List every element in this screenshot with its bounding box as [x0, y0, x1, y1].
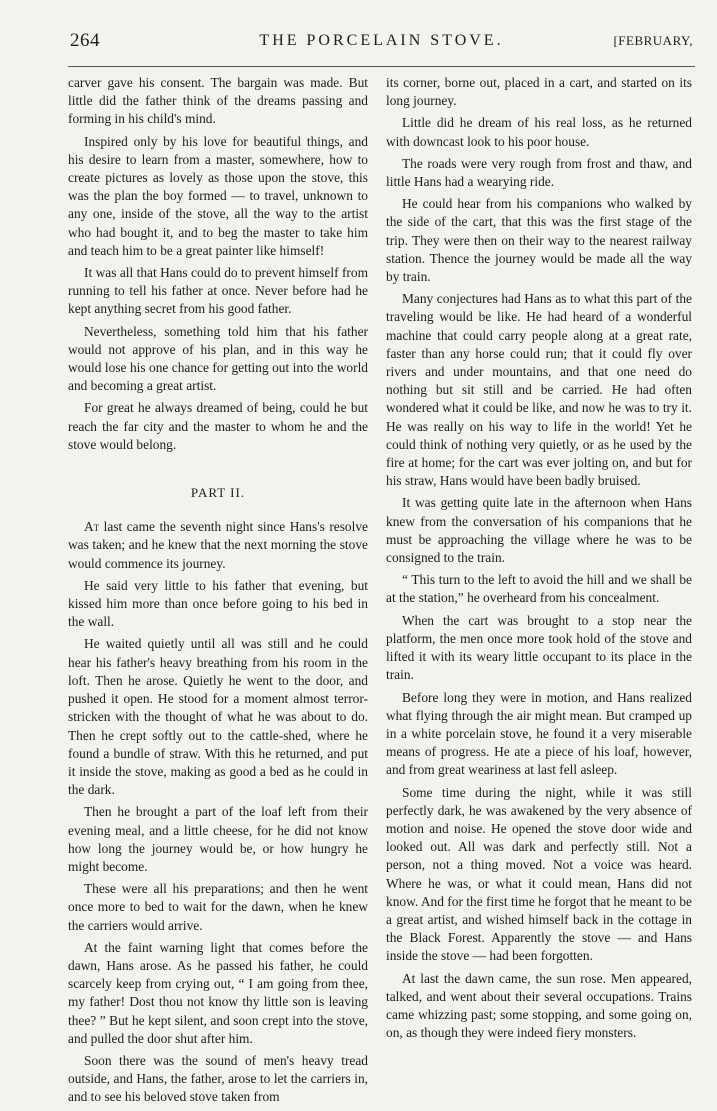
page-number: 264 [70, 30, 100, 51]
paragraph: Before long they were in motion, and Hans realized what flying through the air might mean. But cramped up in a white porcelain stove, he found it a very miserable means of progress. He ate a piece of his loaf, however, and from great weariness at last fell asleep. [386, 689, 692, 778]
section-heading: PART II. [190, 485, 246, 501]
paragraph: He waited quietly until all was still and he could hear his father's heavy breathing from his room in the loft. Then he arose. Quietly he went to the door, and pushed it open. He stood for a moment almost terror-stricken with the thought of what he was about to do. Then he crept softly out to the cattle-shed, where he found a bundle of straw. With this he returned, and put it inside the stove, making as good a bed as he could in the dark. [68, 636, 368, 798]
paragraph: Then he brought a part of the loaf left from their evening meal, and a little cheese, for he did not know how long the journey would be, or how hungry he might become. [68, 804, 368, 874]
paragraph: Little did he dream of his real loss, as he returned with downcast look to his poor house. [386, 115, 692, 149]
paragraph: At the faint warning light that comes before the dawn, Hans arose. As he passed his father, he could scarcely keep from crying out, “ I am going from thee, my father! Dost thou not know thy little son is leaving thee? ” But he kept silent, and soon crept into the stove, and pulled the door shut after him. [68, 939, 368, 1046]
paragraph: He could hear from his companions who walked by the side of the cart, that this was the first stage of the trip. They were then on their way to the nearest railway station. Thence the journey would be made all the way by train. [386, 196, 692, 285]
issue-month: [FEBRUARY, [613, 33, 693, 48]
paragraph: It was getting quite late in the afternoon when Hans knew from the conversation of his companions that he must be approaching the village where he was to be consigned to the train. [386, 495, 692, 566]
paragraph: Many conjectures had Hans as to what this part of the traveling would be like. He had heard of a wonderful machine that could carry people along at a great rate, faster than any horse could run; that it could fly over rivers and under mountains, and that one need do nothing but sit still and be carried. He had often wondered what it could be like, and now he was to try it. He was really on his way to life in the world! Yet he could think of nothing very quietly, or as he used by the fire at home; for the cart was ever jolting on, and but for his straw, Hans would have been badly bruised. [386, 291, 692, 489]
paragraph: Some time during the night, while it was still perfectly dark, he was awakened by the very absence of motion and noise. He opened the stove door wide and looked out. All was dark and perfectly still. Not a person, not a thing moved. Not a voice was heard. Where he was, or what it could mean, Hans did not know. And for the first time he forgot that he meant to be a great artist, and wished himself back in the cottage in the Black Forest. Apparently the stove — and Hans inside the stove — had been forgotten. [386, 784, 692, 964]
paragraph: These were all his preparations; and then he went once more to bed to wait for the dawn, when he knew the carriers would arrive. [68, 881, 368, 933]
left-column [68, 74, 368, 1111]
paragraph: It was all that Hans could do to prevent himself from running to tell his father at once. Never before had he kept anything secret from his good father. [68, 265, 368, 317]
paragraph: At last the dawn came, the sun rose. Men appeared, talked, and went about their several occupations. Trains came whizzing past; some stopping, and some going on, on, as though they were indeed fiery monsters. [386, 970, 692, 1041]
paragraph-text: last came the seventh night since Hans's resolve was taken; and he knew that the next morning the stove would commence its journey. [68, 519, 368, 571]
paragraph: He said very little to his father that evening, but kissed him more than once before going to his bed in the wall. [68, 577, 368, 630]
paragraph: Soon there was the sound of men's heavy tread outside, and Hans, the father, arose to let the carriers in, and to see his beloved stove taken from [68, 1052, 368, 1105]
page-header [70, 30, 693, 56]
paragraph: “ This turn to the left to avoid the hill and we shall be at the station,” he overheard from his concealment. [386, 572, 692, 606]
paragraph: Inspired only by his love for beautiful things, and his desire to learn from a master, somewhere, how to create pictures as lovely as those upon the stove, this was the plan the boy formed — to travel, unknown to any one, inside of the stove, all the way to the artist who had bought it, and to beg the master to take him and teach him to be a great painter like himself! [68, 133, 368, 258]
paragraph: For great he always dreamed of being, could he but reach the far city and the master to whom he and the stove would belong. [68, 400, 368, 452]
paragraph [68, 518, 368, 573]
paragraph: When the cart was brought to a stop near the platform, the men once more took hold of the stove and lifted it with its weary little occupant to its place in the train. [386, 612, 692, 683]
paragraph: carver gave his consent. The bargain was made. But little did the father think of the dreams passing and forming in his child's mind. [68, 75, 368, 127]
running-title: THE PORCELAIN STOVE. [259, 32, 504, 49]
paragraph: its corner, borne out, placed in a cart, and started on its long journey. [386, 75, 692, 109]
header-rule [68, 66, 695, 67]
lead-word: At [84, 519, 100, 535]
paragraph: The roads were very rough from frost and thaw, and little Hans had a wearying ride. [386, 155, 692, 190]
paragraph: Nevertheless, something told him that his father would not approve of his plan, and in this way he would lose his one chance for getting out into the world and becoming a great artist. [68, 323, 368, 394]
right-column [386, 74, 692, 1046]
